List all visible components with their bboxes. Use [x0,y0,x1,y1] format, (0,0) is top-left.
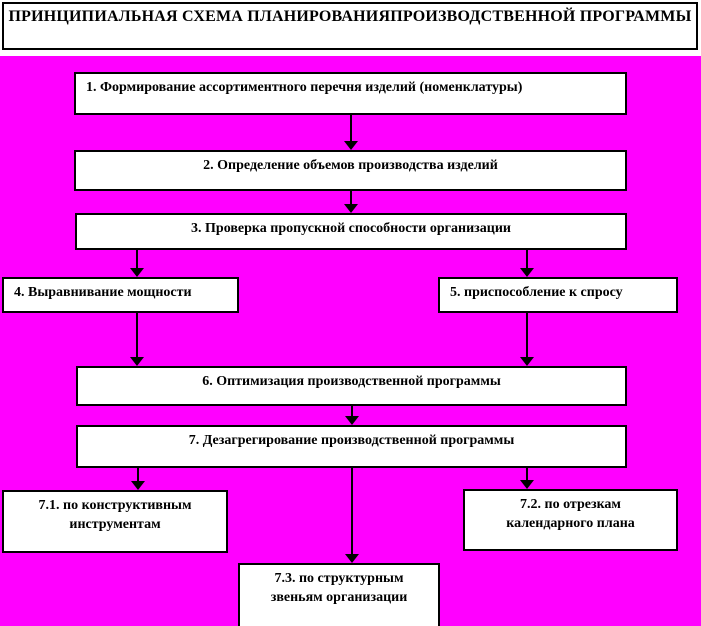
connector-step7-step7-3 [345,468,359,563]
arrow-line [136,250,138,270]
flow-step-7-1-label: 7.1. по конструктивным инструментам [38,498,192,532]
flow-step-4 [2,277,239,313]
diagram-title: ПРИНЦИПИАЛЬНАЯ СХЕМА ПЛАНИРОВАНИЯПРОИЗВОДСТВЕННОЙ ПРОГРАММЫ [2,2,698,50]
flow-step-7-1 [2,490,228,553]
arrow-down-icon [345,416,359,425]
arrow-down-icon [130,357,144,366]
connector-step5-step6 [520,313,534,366]
connector-step3-step5 [520,250,534,277]
flow-step-7-3-label: 7.3. по структурным звеньям организации [270,571,408,605]
arrow-down-icon [345,554,359,563]
connector-step7-step7-1 [131,468,145,490]
arrow-down-icon [520,480,534,489]
connector-step3-step4 [130,250,144,277]
flow-step-5 [438,277,678,313]
flow-step-1-label: 1. Формирование ассортиментного перечня изделий (номенклатуры) [86,80,523,95]
flow-step-4-label: 4. Выравнивание мощности [14,285,192,300]
flow-step-3-label: 3. Проверка пропускной способности организации [191,221,511,236]
flow-step-5-label: 5. приспособление к спросу [450,285,623,300]
flow-step-2 [74,150,627,191]
flow-step-3 [75,213,627,250]
arrow-down-icon [520,268,534,277]
connector-step4-step6 [130,313,144,366]
diagram-canvas [0,56,701,626]
arrow-down-icon [344,204,358,213]
arrow-down-icon [131,481,145,490]
arrow-line [526,313,528,359]
arrow-down-icon [520,357,534,366]
flow-step-7-3 [238,563,440,626]
connector-step7-step7-2 [520,468,534,489]
connector-step1-step2 [344,115,358,150]
flow-step-7-label: 7. Дезагрегирование производственной программы [188,433,515,448]
arrow-down-icon [344,141,358,150]
flow-step-7 [76,425,627,468]
arrow-line [350,115,352,143]
flow-step-6-label: 6. Оптимизация производственной программы [202,374,501,389]
flow-step-6 [76,366,627,406]
flow-step-7-2 [463,489,678,551]
arrow-down-icon [130,268,144,277]
arrow-line [136,313,138,359]
arrow-line [351,468,353,556]
flow-step-7-2-label: 7.2. по отрезкам календарного плана [506,497,635,531]
flow-step-2-label: 2. Определение объемов производства изделий [203,158,498,173]
connector-step2-step3 [344,191,358,213]
connector-step6-step7 [345,406,359,425]
arrow-line [526,250,528,270]
flow-step-1 [74,72,627,115]
